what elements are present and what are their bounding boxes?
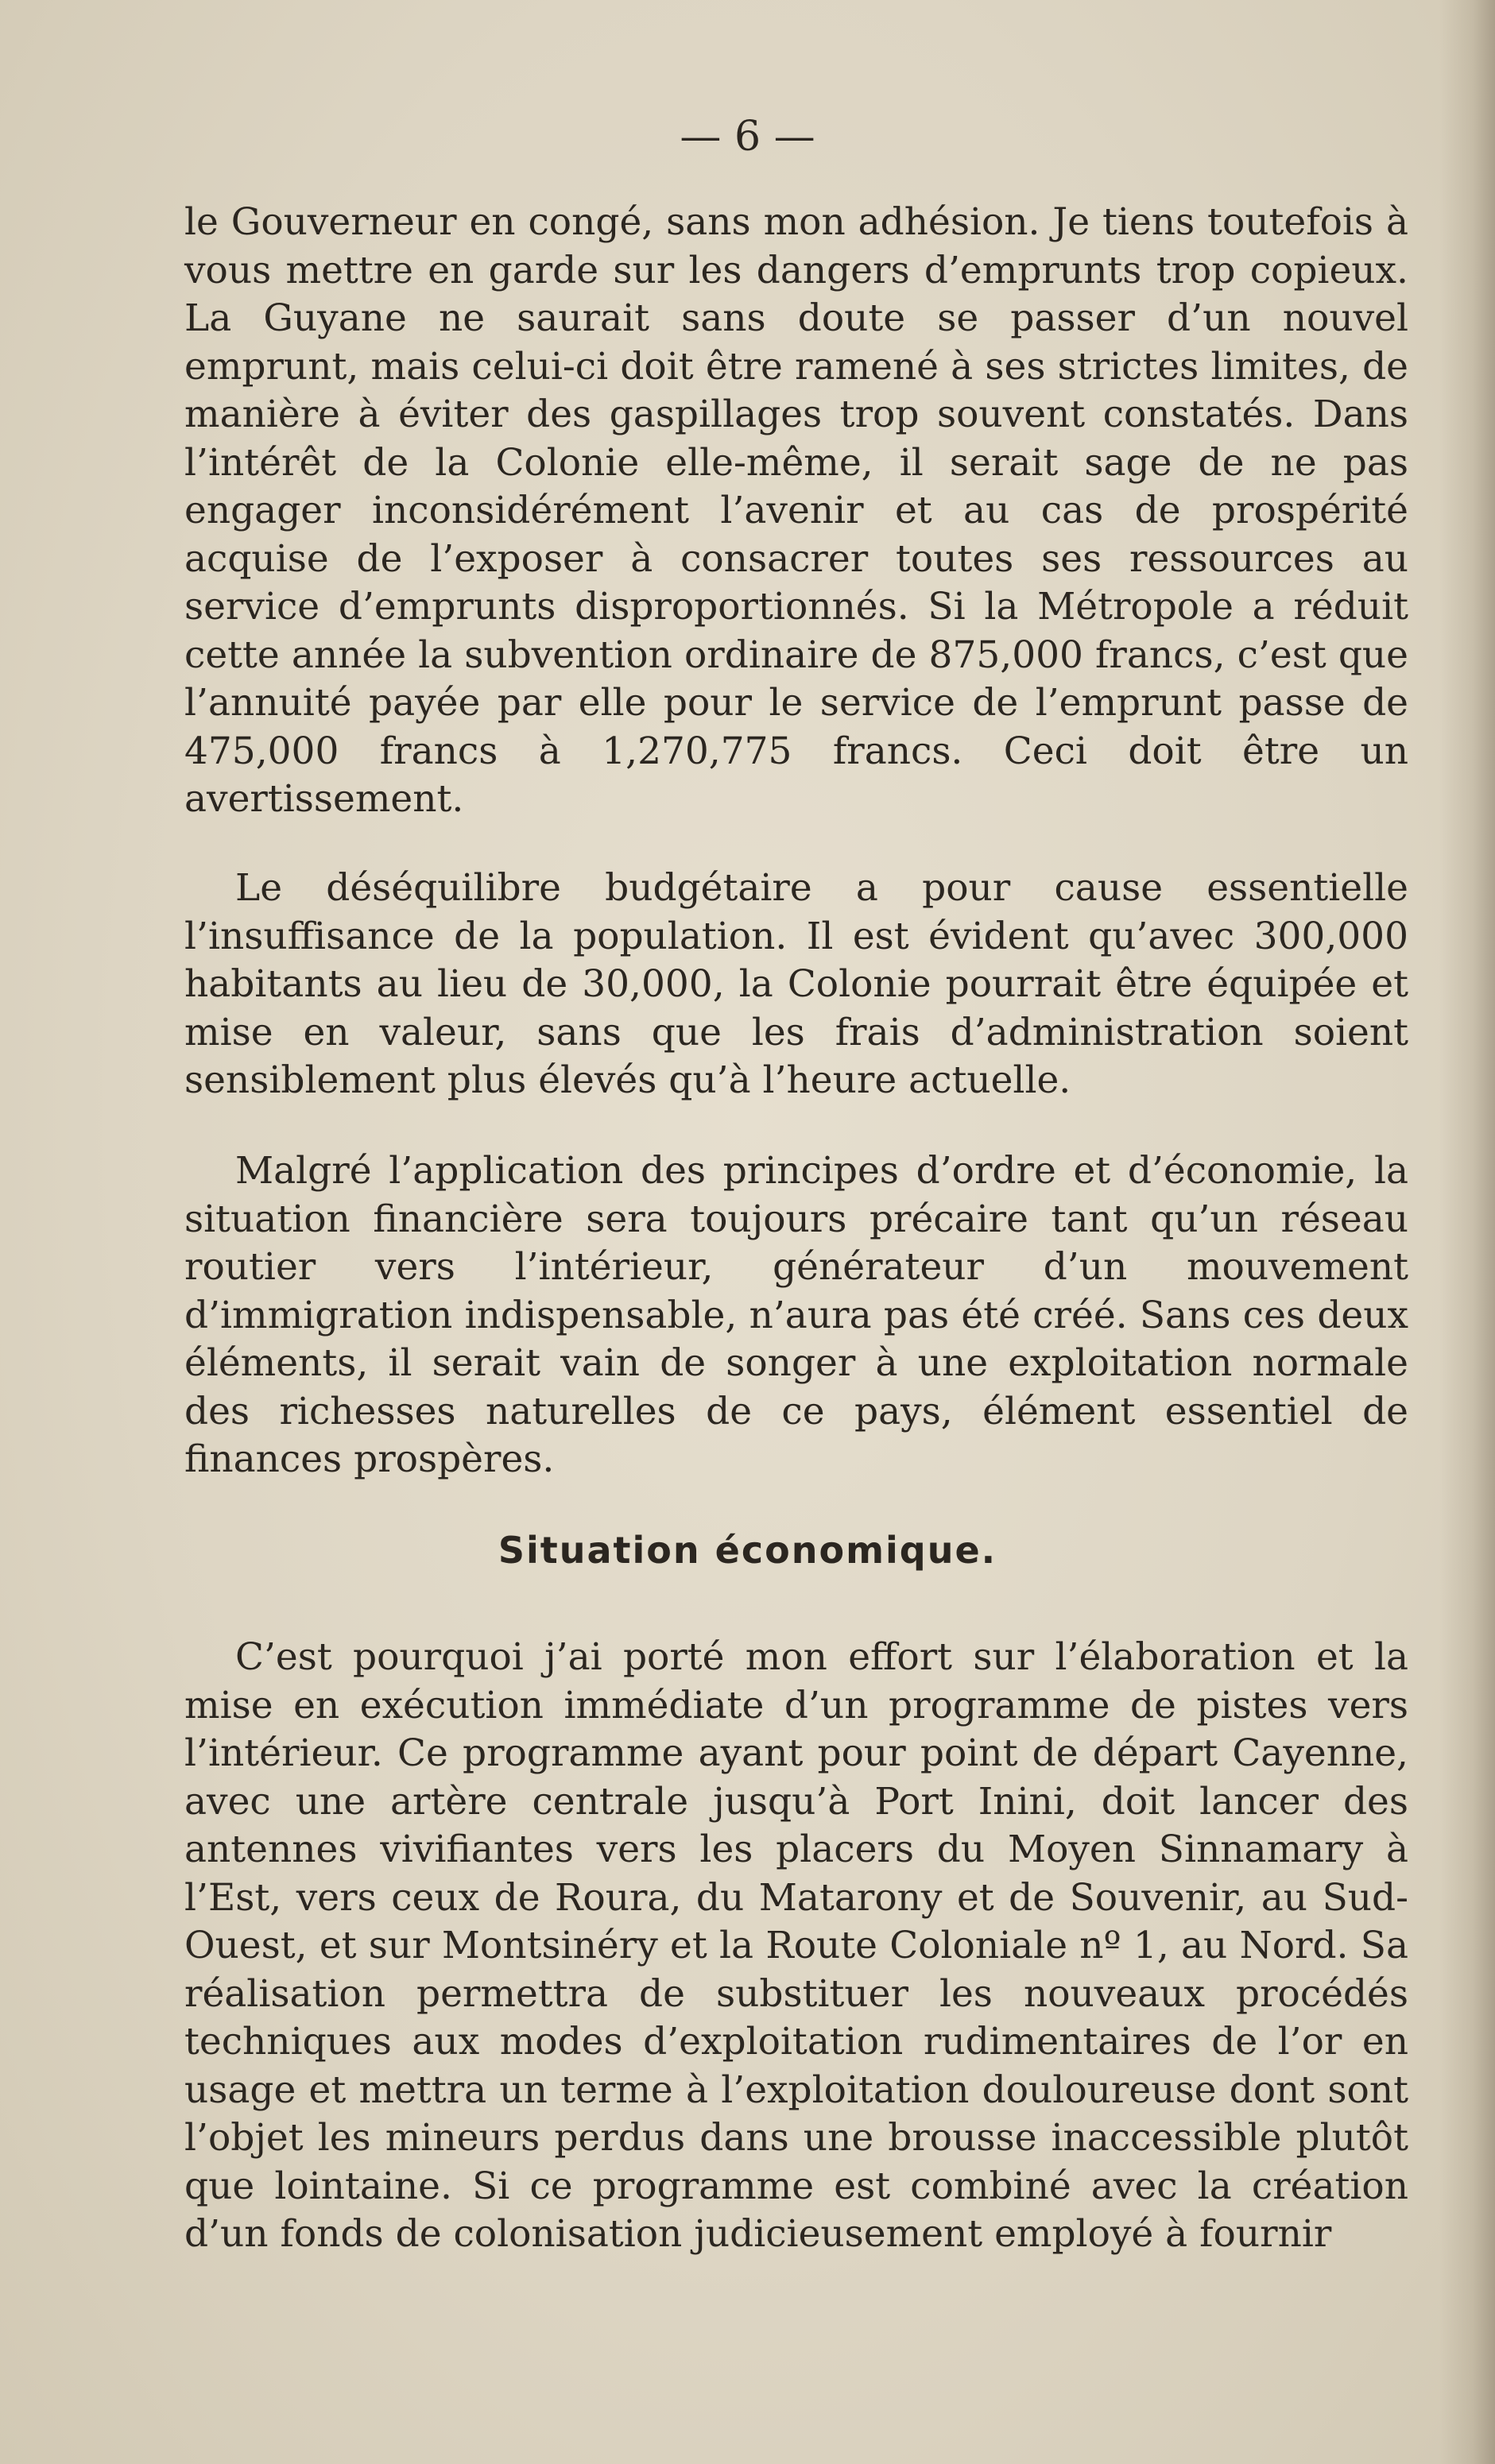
- page-number: — 6 —: [680, 113, 815, 161]
- paragraph-desequilibre: Le déséquilibre budgétaire a pour cause essentielle l’insuffisance de la population. Il est évident qu’avec 300,000 habitants au lieu de 30,000, la Colonie pourrait être équipée et mise en valeur, sans que les frais d’administration soient sensiblement plus élevés qu’à l’heure actuelle.: [184, 866, 1408, 1102]
- paragraph-emprunts: le Gouverneur en congé, sans mon adhésion. Je tiens toutefois à vous mettre en garde sur les dangers d’emprunts trop copieux. La Guyane ne saurait sans doute se passer d’un nouvel emprunt, mais celui-ci doit être ramené à ses strictes limites, de manière à éviter des gaspillages trop souvent constatés. Dans l’intérêt de la Colonie elle-même, il serait sage de ne pas engager inconsidérément l’avenir et au cas de prospérité acquise de l’exposer à consacrer toutes ses ressources au service d’emprunts disproportionnés. Si la Métropole a réduit cette année la subvention ordinaire de 875,000 francs, c’est que l’annuité payée par elle pour le service de l’emprunt passe de 475,000 francs à 1,270,775 francs. Ceci doit être un avertissement.: [184, 200, 1408, 821]
- section-heading: Situation économique.: [498, 1529, 997, 1572]
- page-edge-shadow: [1439, 0, 1495, 2464]
- paragraph-programme-pistes: C’est pourquoi j’ai porté mon effort sur l’élaboration et la mise en exécution immédiate d’un programme de pistes vers l’intérieur. Ce programme ayant pour point de départ Cayenne, avec une artère centrale jusqu’à Port Inini, doit lancer des antennes vivifiantes vers les placers du Moyen Sinnamary à l’Est, vers ceux de Roura, du Matarony et de Souvenir, au Sud-Ouest, et sur Montsinéry et la Route Coloniale nº 1, au Nord. Sa réalisation permettra de substituer les nouveaux procédés techniques aux modes d’exploitation rudimentaires de l’or en usage et mettra un terme à l’exploitation douloureuse dont sont l’objet les mineurs perdus dans une brousse inaccessible plutôt que lointaine. Si ce programme est combiné avec la création d’un fonds de colonisation judicieusement employé à fournir: [184, 1635, 1408, 2256]
- paragraph-situation-financiere: Malgré l’application des principes d’ordre et d’économie, la situation financière sera toujours précaire tant qu’un réseau routier vers l’intérieur, générateur d’un mouvement d’immigration indispensable, n’aura pas été créé. Sans ces deux éléments, il serait vain de songer à une exploitation normale des richesses naturelles de ce pays, élément essentiel de finances prospères.: [184, 1149, 1408, 1481]
